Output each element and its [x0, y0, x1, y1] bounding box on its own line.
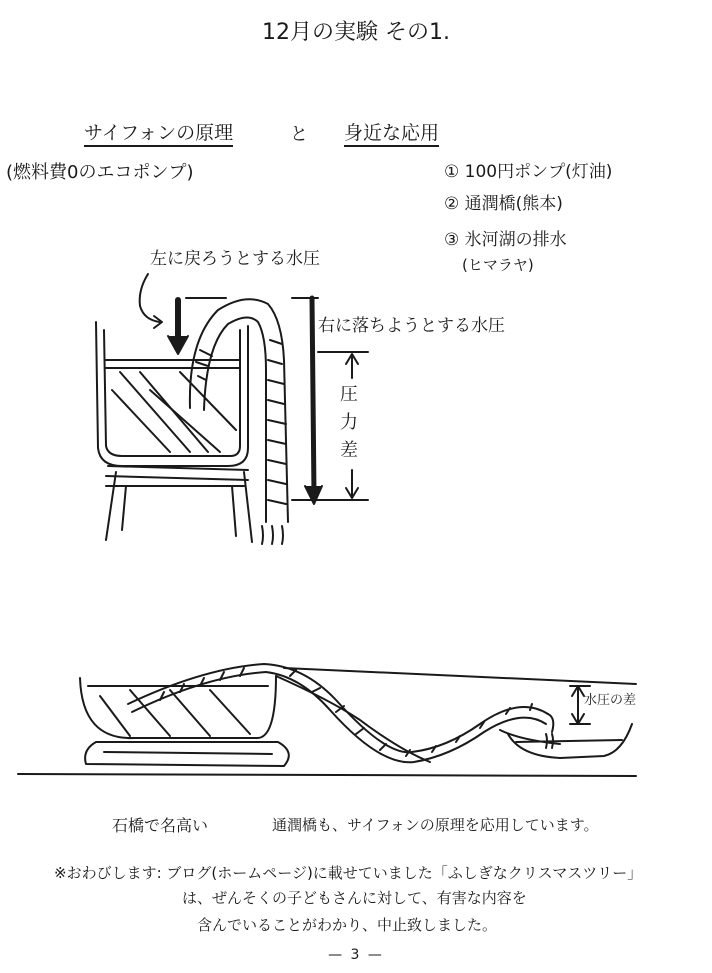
caption-part1: 石橋で名高い: [112, 816, 209, 835]
bridge-tube-sketch: [128, 664, 553, 762]
application-note: (ヒマラヤ): [462, 256, 534, 274]
pedestal-sketch: [85, 742, 289, 766]
label-pressure-diff-char: 圧: [340, 384, 358, 405]
notice-line: 含んでいることがわかり、中止致しました。: [197, 916, 498, 934]
application-item: ① 100円ポンプ(灯油): [444, 162, 613, 182]
basin-sketch: [80, 676, 276, 738]
label-pressure-right: 右に落ちようとする水圧: [318, 316, 505, 336]
title-applications: 身近な応用: [344, 124, 439, 147]
label-pressure-left: 左に戻ろうとする水圧: [150, 249, 320, 269]
siphon-tube-sketch: [190, 299, 288, 544]
title-conjunction: と: [290, 124, 308, 145]
label-pressure-diff-char: 力: [340, 412, 358, 433]
label-pressure-diff-char: 差: [340, 440, 358, 461]
notice-line: は、ぜんそくの子どもさんに対して、有害な内容を: [182, 889, 527, 907]
title-main: サイフォンの原理: [84, 124, 233, 147]
ground-line: [18, 774, 636, 776]
caption-part2: 通潤橋も、サイフォンの原理を応用しています。: [272, 816, 599, 834]
stand-sketch: [106, 466, 252, 542]
page-number: — 3 —: [328, 947, 384, 963]
application-item: ② 通潤橋(熊本): [444, 194, 563, 214]
application-item: ③ 氷河湖の排水: [444, 230, 567, 250]
notice-line: ※おわびします: ブログ(ホームページ)に載せていました「ふしぎなクリスマスツリー」: [54, 864, 643, 882]
receiving-basin-sketch: [508, 724, 632, 758]
label-water-pressure-diff: 水圧の差: [584, 693, 637, 708]
subtitle: (燃料費0のエコポンプ): [6, 162, 194, 183]
page-header: 12月の実験 その1.: [262, 20, 450, 45]
